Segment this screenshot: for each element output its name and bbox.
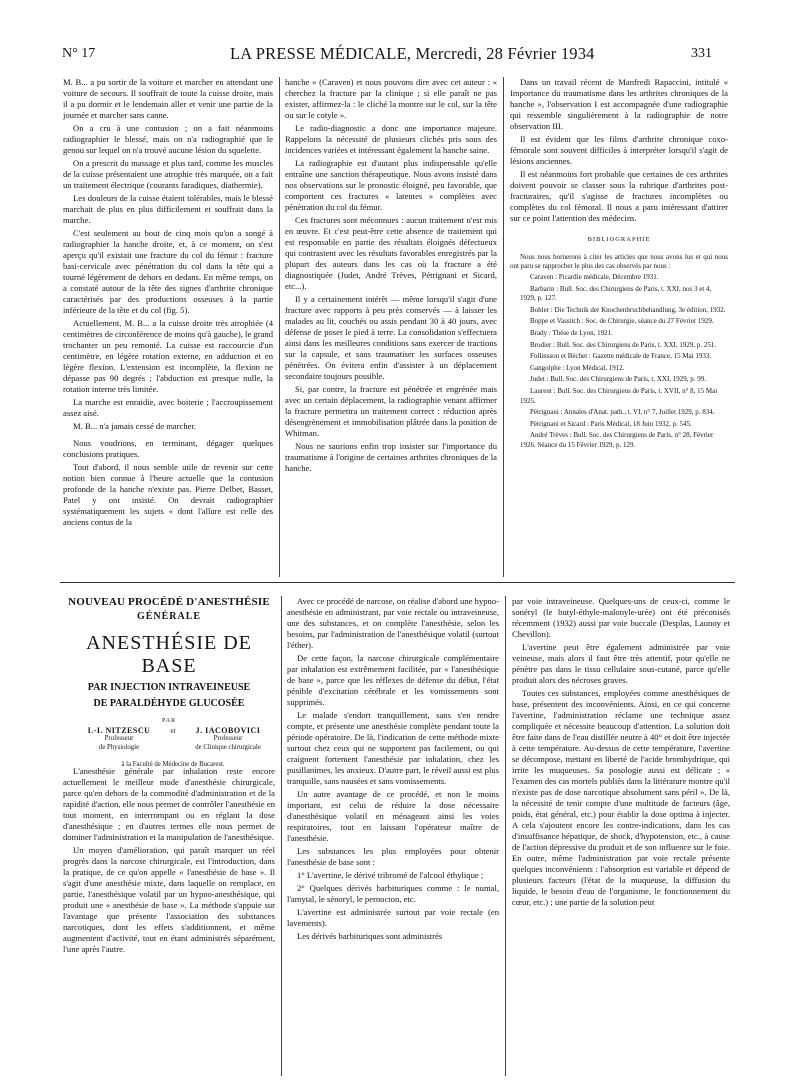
bibliography-entry: Boppe et Vassitch : Soc. de Chirurgie, séance du 27 Février 1929. xyxy=(530,317,714,326)
article-title-block xyxy=(63,596,275,785)
column-2 xyxy=(285,77,497,577)
bibliography-entry: Brady : Thèse de Lyon, 1921. xyxy=(530,328,613,337)
bibliography-entry: Follinsson et Béchet : Gazette médicale de France, 15 Mai 1933. xyxy=(530,352,712,361)
article-title: ANESTHÉSIE DE BASE xyxy=(86,632,252,677)
paragraph: par voie intraveineuse. Quelques-uns de ceux-ci, comme le sonéryl (le butyl-éthyle-malonyle-urée) ont été préconisés récemment (1932) aussi par voie buccale (Desplas, Launoy et Chevillon). xyxy=(512,596,730,639)
paragraph: 2° Quelques dérivés barbituriques comme : le numal, l'amytal, le sénoryl, le pernocton, etc. xyxy=(287,883,499,904)
paragraph: Tout d'abord, il nous semble utile de revenir sur cette notion bien connue à l'heure actuelle que la contusion profonde de la hanche n'existe pas. Pierre Delbet, Basset, Patel y ont insisté. On devrait radiographier systématiquement les sujets « dont l'allure est celle des anciens contus de la xyxy=(63,462,273,527)
byline-par: PAR xyxy=(161,718,177,724)
paragraph: De cette façon, la narcose chirurgicale complémentaire par inhalation est extrêmement facilitée, par « l'anesthésique de base », parce que les réflexes de défense du début, l'état pénible d'excitation cérébrale et les vomissements sont supprimés. xyxy=(287,653,499,707)
column-rule xyxy=(281,596,282,1076)
column-4 xyxy=(63,766,275,1076)
paragraph: Les dérivés barbituriques sont administrés xyxy=(297,931,443,941)
paragraph: Les substances les plus employées pour obtenir l'anesthésie de base sont : xyxy=(287,846,499,867)
paragraph: Il est néanmoins fort probable que certaines de ces arthrites doivent pouvoir se classer sous la rubrique d'arthrites post-fracturaires, qu'il s'agisse de fractures incomplètes ou complètes du col fémoral. Il nous a paru intéressant d'attirer sur ce point l'attention des médecins. xyxy=(510,169,728,223)
paragraph: Il est évident que les films d'arthrite chronique coxo-fémorale sont souvent difficiles à interpréter lorsqu'il s'agit de lésions anciennes. xyxy=(510,134,728,166)
author-name: I.-I. NITZESCU xyxy=(87,726,151,735)
bibliography-intro: Nous nous bornerons à citer les articles que nous avons lus et qui nous ont paru se rapprocher le plus des cas observés par nous : xyxy=(510,253,728,270)
paragraph: Un moyen d'amélioration, qui paraît marquer un réel progrès dans la narcose chirurgicale, est l'introduction, dans la pratique, de ce qu'on appelle « l'anesthésie de base ». Il s'agit d'une anesthésie mixte, dans laquelle on remplace, en partie, l'anesthésique volatil par un hypno-anesthésique, qui produit une « anesthésie de base ». La méthode s'appuie sur l'avantage que présente l'association des substances narcotiques, dont les effets s'additionnent, et même augmentent d'activité, tout en étant administrés séparément, l'une après l'autre. xyxy=(63,845,275,954)
column-6 xyxy=(512,596,730,1078)
author-name: J. IACOBOVICI xyxy=(195,726,261,735)
column-rule xyxy=(503,77,504,577)
column-rule xyxy=(505,596,506,1076)
article-kicker: NOUVEAU PROCÉDÉ D'ANESTHÉSIE xyxy=(68,596,270,608)
paragraph: L'avertine est administrée surtout par voie rectale (en lavements). xyxy=(287,907,499,928)
page-number: 331 xyxy=(691,46,712,61)
paragraph: Un autre avantage de ce procédé, et non le moins important, est celui de réduire la dose nécessaire d'anesthésique volatil en ménageant ainsi les voies respiratoires, tout en laissant l'opérateur maître de l'anesthésie. xyxy=(287,789,499,843)
paragraph: Les douleurs de la cuisse étaient tolérables, mais le blessé marchait de plus en plus difficilement et souffrait dans la marche. xyxy=(63,193,273,225)
paragraph: Actuellement, M. B... a la cuisse droite très atrophiée (4 centimètres de circonférence de moins qu'à gauche), le grand trochanter un peu remonté. La cuisse est raccourcie d'un centimètre, en légère rotation externe, en adduction et en légère flexion. L'extension est incomplète, la flexion ne dépasse pas 90 degrés ; l'abduction est presque nulle, la rotation interne très limitée. xyxy=(63,318,273,394)
column-5 xyxy=(287,596,499,1078)
paragraph: Ces fractures sont méconnues : aucun traitement n'est mis en œuvre. Et c'est peut-être cette absence de traitement qui est responsable en partie des résultats éloignés défectueux qui contrastent avec les résultats favorables enregistrés par la plupart des auteurs dans les cas où la fracture a été diagnostiquée (Judet, André Trèves, Pétrignani et Sicard, etc...). xyxy=(285,215,497,291)
journal-title: LA PRESSE MÉDICALE, Mercredi, 28 Février 1934 xyxy=(230,44,595,63)
column-3 xyxy=(510,77,728,577)
page-header xyxy=(62,44,712,68)
bibliography-entry: Laurent : Bull. Soc. des Chirurgiens de Paris, t. XVII, n° 8, 15 Mai 1925. xyxy=(520,386,718,405)
paragraph: hanche » (Caraven) et nous pouvons dire avec cet auteur : « cherchez la fracture par la clinique ; si elle paraît ne pas exister, affirmez-la : le cliché la montre sur le col, sur la tête ou sur le cotyle ». xyxy=(285,77,497,120)
paragraph: Il y a certainement intérêt — même lorsqu'il s'agit d'une fracture avec rapports à peu près conservés — à laisser les malades au lit, couchés ou assis pendant 30 à 40 jours, avec défense de poser le pied à terre. La consolidation s'effectuera ainsi dans les meilleures conditions sans exercer de tractions sur la capsule, et sans traumatiser les surfaces osseuses pénétrées. On évitera enfin d'assister à un déplacement secondaire toujours possible. xyxy=(285,294,497,381)
bibliography-list xyxy=(510,273,728,451)
author-affiliation: de Clinique chirurgicale xyxy=(195,743,261,751)
paragraph: C'est seulement au bout de cinq mois qu'on a songé à radiographier la hanche droite, et, à ce moment, on s'est aperçu qu'il existait une fracture du col du fémur : fracture basi-cervicale avec pénétration du col dans la tête qui a tourné légèrement de dehors en dedans. En même temps, on a constaté autour de la tête des signes d'arthrite chronique caractérisés par des productions osseuses à la partie inférieure de la tête et du col (fig. 5). xyxy=(63,228,273,315)
column-rule xyxy=(279,77,280,577)
paragraph: On a prescrit du massage et plus tard, comme les muscles de la cuisse présentaient une atrophie très marquée, on a fait un traitement électrique (courants faradiques, diathermie). xyxy=(63,158,273,190)
issue-number: N° 17 xyxy=(62,46,96,61)
paragraph: Avec ce procédé de narcose, on réalise d'abord une hypno-anesthésie en administrant, par voie rectale ou intraveineuse, une des substances, et on complète l'anesthésie, selon les besoins, par l'administration de l'anesthésique volatil (surtout l'éther). xyxy=(287,596,499,650)
paragraph: Si, par contre, la fracture est pénétrée et engrénée mais avec un certain déplacement, la radiographie venant affirmer la fracture permettra un traitement correct : réduction après désengrènement et immobilisation plâtrée dans la position de Whitman. xyxy=(285,384,497,438)
bibliography-entry: Gangolphe : Lyon Médical, 1912. xyxy=(530,363,625,372)
article-kicker-line2: GÉNÉRALE xyxy=(136,611,202,622)
paragraph: La radiographie est d'autant plus indispensable qu'elle entraîne une sanction thérapeutique. Nous avons insisté dans nos observations sur le pronostic éloigné, peu favorable, que comportent ces fractures « latentes » complètes avec pénétration du col du fémur. xyxy=(285,158,497,212)
paragraph: Le radio-diagnostic a donc une importance majeure. Rappelons la nécessité de plusieurs clichés pris sous des incidences variées et intéressant également la hanche saine. xyxy=(285,123,497,155)
bibliography-entry: Caraven : Picardie médicale, Décembre 1931. xyxy=(530,273,659,281)
paragraph: On a cru à une contusion ; on a fait néanmoins radiographier le blessé, mais on n'a radiographié que le genou sur lequel on n'a trouvé aucune lésion du squelette. xyxy=(63,123,273,155)
author-1 xyxy=(73,727,165,752)
paragraph: 1° L'avertine, le dérivé tribromé de l'alcool éthylique ; xyxy=(297,870,484,880)
author-role: Professeur xyxy=(213,735,243,743)
paragraph: M. B... a pu sortir de la voiture et marcher en attendant une voiture de secours. Il souffrait de toute la cuisse droite, mais il a pu dormir et le lendemain aller et venir une partie de la journée et marcher sans canne. xyxy=(63,77,273,120)
bibliography-entry: André Trèves : Bull. Soc. des Chirurgiens de Paris, n° 28, Février 1926. Séance du 15 Février 1929, p. 129. xyxy=(520,431,714,449)
author-role: Professeur xyxy=(104,735,134,743)
article-subtitle-line1: PAR INJECTION INTRAVEINEUSE xyxy=(87,682,251,693)
paragraph: M. B... n'a jamais cessé de marcher. xyxy=(73,421,197,431)
bibliography-heading: BIBLIOGRAPHIE xyxy=(587,236,651,243)
author-2 xyxy=(181,727,275,752)
bibliography-entry: Barbarin : Bull. Soc. des Chirurgiens de Paris, t. XXI, nos 3 et 4, 1929, p. 127. xyxy=(520,284,712,303)
author-affiliation: de Physiologie xyxy=(98,743,140,751)
paragraph: Toutes ces substances, employées comme anesthésiques de base, présentent des inconvénients. Ainsi, en ce qui concerne l'avertine, l'administration réclame une technique assez compliquée et nécessite beaucoup d'attention. La solution doit être faite dans de l'eau distillée neutre à 40° et doit être injectée à cette température. Au-dessus de cette température, l'avertine se décompose, mettant en liberté de l'acide bromhydrique, qui irrite les muqueuses. Sa posologie aussi est délicate ; « l'examen des cas mortels publiés dans la littérature montre qu'il n'existe pas de dose narcotique absolument sans péril ». De là, la nécessité de tenir compte d'une multitude de facteurs (âge, poids, état général, etc.) pour établir la dose optima à injecter. A cela s'ajoutent encore les contre-indications, dans les cas d'insuffisance hépatique, de shock, d'hypotension, etc., à cause de l'action dépressive du produit et de son influence sur le foie. En outre, même l'administration par voie rectale présente quelques inconvénients : l'absorption est variable et dépend de plusieurs facteurs (l'état de la muqueuse, la diffusion du liquide, le besoin d'eau de l'organisme, le fonctionnement du cœur, etc.) ; une partie de la solution peut xyxy=(512,688,730,907)
paragraph: L'avertine peut être également administrée par voie veineuse, mais alors il faut être très attentif, pour qu'elle ne pénètre pas dans le tissu cellulaire sous-cutané, parce qu'elle produit alors des nécroses graves. xyxy=(512,642,730,685)
bibliography-entry: Pétrignani et Sicard : Paris Médical, 18 Juin 1932, p. 545. xyxy=(530,419,692,428)
bibliography-entry: Pétrignani : Annales d'Anat. path., t. VI, n° 7, Juillet 1929, p. 834. xyxy=(530,408,715,417)
faculty-affiliation: à la Faculté de Médecine de Bucarest. xyxy=(121,761,225,768)
paragraph: L'anesthésie générale par inhalation reste encore actuellement le meilleur mode d'anesthésie chirurgicale, parce qu'en dehors de la commodité d'administration et de la rapidité d'action, elle nous permet de contrôler l'anesthésie en tout moment, en interrompant ou en réglant la dose d'anesthésique ; en d'autres termes elle nous permet de dominer l'administration et la manipulation de l'anesthésique. xyxy=(63,766,275,842)
bibliography-entry: Brodier : Bull. Soc. des Chirurgiens de Paris, t. XXI, 1929, p. 251. xyxy=(530,340,717,349)
column-1 xyxy=(63,77,273,577)
paragraph: Dans un travail récent de Manfredi Rapaccini, intitulé « Importance du traumatisme dans les arthrites chroniques de la hanche », l'observation I est accompagnée d'une radiographie qui ressemble singulièrement à la radiographie de notre observation III. xyxy=(510,77,728,131)
paragraph: Nous voudrions, en terminant, dégager quelques conclusions pratiques. xyxy=(63,438,273,459)
bibliography-entry: Bohler : Die Technik der Knochenbruchbehandlung, 3e édition, 1932. xyxy=(530,305,726,314)
bibliography-entry: Judet : Bull. Soc. des Chirurgiens de Paris, t. XXI, 1929, p. 99. xyxy=(530,375,707,384)
paragraph: La marche est enraidie, avec boiterie ; l'accroupissement assez aisé. xyxy=(63,397,273,418)
paragraph: Nous ne saurions enfin trop insister sur l'importance du traumatisme à l'origine de certaines arthrites chroniques de la hanche. xyxy=(285,441,497,473)
section-divider xyxy=(60,582,735,583)
article-subtitle-line2: DE PARALDÉHYDE GLUCOSÉE xyxy=(93,698,245,709)
author-conjunction: et xyxy=(170,727,176,735)
paragraph: Le malade s'endort tranquillement, sans s'en rendre compte, et présente une anesthésie complète pendant toute la période opératoire. De là, l'indication de cette méthode mixte surtout chez ceux qui ne supportent pas facilement, ou qui craignent fortement l'anesthésie par inhalation, chez les pusillanimes, les anxieux. D'autre part, le réveil aussi est plus tranquille, sans nausées et sans vomissements. xyxy=(287,710,499,786)
